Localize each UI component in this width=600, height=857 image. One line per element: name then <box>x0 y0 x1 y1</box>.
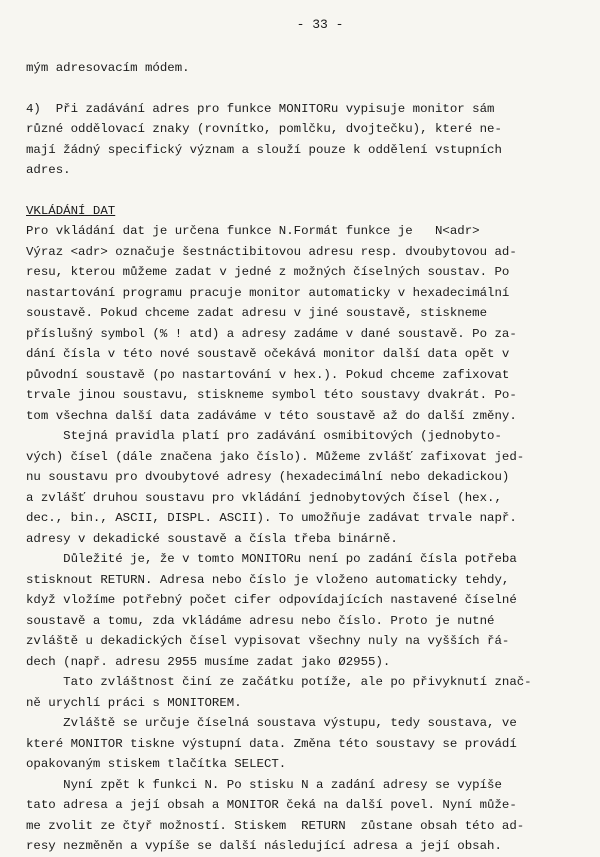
intro-line: mým adresovacím módem. <box>26 61 190 75</box>
text-line: když vložíme potřebný počet cifer odpovídajících nastavené číselné <box>26 593 517 607</box>
note-4-paragraph <box>26 99 574 181</box>
text-line: vých) čísel (dále značena jako číslo). Můžeme zvlášť zafixovat jed- <box>26 449 525 464</box>
page-number: - 33 - <box>296 17 344 32</box>
paragraph-gap <box>26 79 574 99</box>
text-line: Pro vkládání dat je určena funkce N.Formát funkce je N<adr> <box>26 224 480 238</box>
text-line: které MONITOR tiskne výstupní data. Změna této soustavy se provádí <box>26 736 517 751</box>
text-line: adres. <box>26 163 71 177</box>
text-line: zvláště u dekadických čísel vypisovat všechny nuly na vyšších řá- <box>26 634 510 648</box>
text-line: dec., bin., ASCII, DISPL. ASCII). To umožňuje zadávat trvale např. <box>26 511 517 525</box>
text-line: 4) Při zadávání adres pro funkce MONITORu vypisuje monitor sám <box>26 101 495 116</box>
text-line: dech (např. adresu 2955 musíme zadat jako Ø2955). <box>26 654 391 669</box>
text-line: tato adresa a její obsah a MONITOR čeká na další povel. Nyní může- <box>26 798 517 812</box>
text-line: tom všechna další data zadáváme v této soustavě až do další změny. <box>26 408 517 423</box>
text-line: nastartování programu pracuje monitor automaticky v hexadecimální <box>26 285 510 300</box>
text-line: a zvlášť druhou soustavu pro vkládání jednobytových čísel (hex., <box>26 490 502 505</box>
text-line: Zvláště se určuje číselná soustava výstupu, tedy soustava, ve <box>26 716 517 730</box>
text-line: Výraz <adr> označuje šestnáctibitovou adresu resp. dvoubytovou ad- <box>26 244 517 259</box>
text-line: resy nezměněn a vypíše se další následující adresa a její obsah. <box>26 839 502 853</box>
section-body <box>26 221 574 857</box>
text-line: Tato zvláštnost činí ze začátku potíže, ale po přivyknutí znač- <box>26 675 532 689</box>
text-line: me zvolit ze čtyř možností. Stiskem RETURN zůstane obsah této ad- <box>26 818 525 833</box>
text-line: dání čísla v této nové soustavě očekává monitor další data opět v <box>26 347 510 361</box>
text-line: Nyní zpět k funkci N. Po stisku N a zadání adresy se vypíše <box>26 777 502 792</box>
text-line: Důležité je, že v tomto MONITORu není po zadání čísla potřeba <box>26 552 517 566</box>
text-line: soustavě. Pokud chceme zadat adresu v jiné soustavě, stiskneme <box>26 306 488 320</box>
section-heading: VKLÁDÁNÍ DAT <box>26 203 116 218</box>
text-line: opakovaným stiskem tlačítka SELECT. <box>26 757 287 771</box>
text-line: resu, kterou můžeme zadat v jedné z možných číselných soustav. Po <box>26 265 510 279</box>
text-line: soustavě a tomu, zda vkládáme adresu nebo číslo. Proto je nutné <box>26 613 495 628</box>
text-line: stisknout RETURN. Adresa nebo číslo je vloženo automaticky tehdy, <box>26 572 510 587</box>
text-line: Stejná pravidla platí pro zadávání osmibitových (jednobyto- <box>26 429 502 443</box>
text-line: trvale jinou soustavu, stiskneme symbol této soustavy dvakrát. Po- <box>26 388 517 402</box>
text-line: různé oddělovací znaky (rovnítko, pomlčku, dvojtečku), které ne- <box>26 122 502 136</box>
text-line: mají žádný specifický význam a slouží pouze k oddělení vstupních <box>26 142 502 157</box>
text-line: původní soustavě (po nastartování v hex.). Pokud chceme zafixovat <box>26 367 510 382</box>
text-line: adresy v dekadické soustavě a čísla třeba binárně. <box>26 531 398 546</box>
text-line: nu soustavu pro dvoubytové adresy (hexadecimální nebo dekadickou) <box>26 470 510 484</box>
text-line: příslušný symbol (% ! atd) a adresy zadáme v dané soustavě. Po za- <box>26 326 517 341</box>
text-line: ně urychlí práci s MONITOREM. <box>26 695 242 710</box>
